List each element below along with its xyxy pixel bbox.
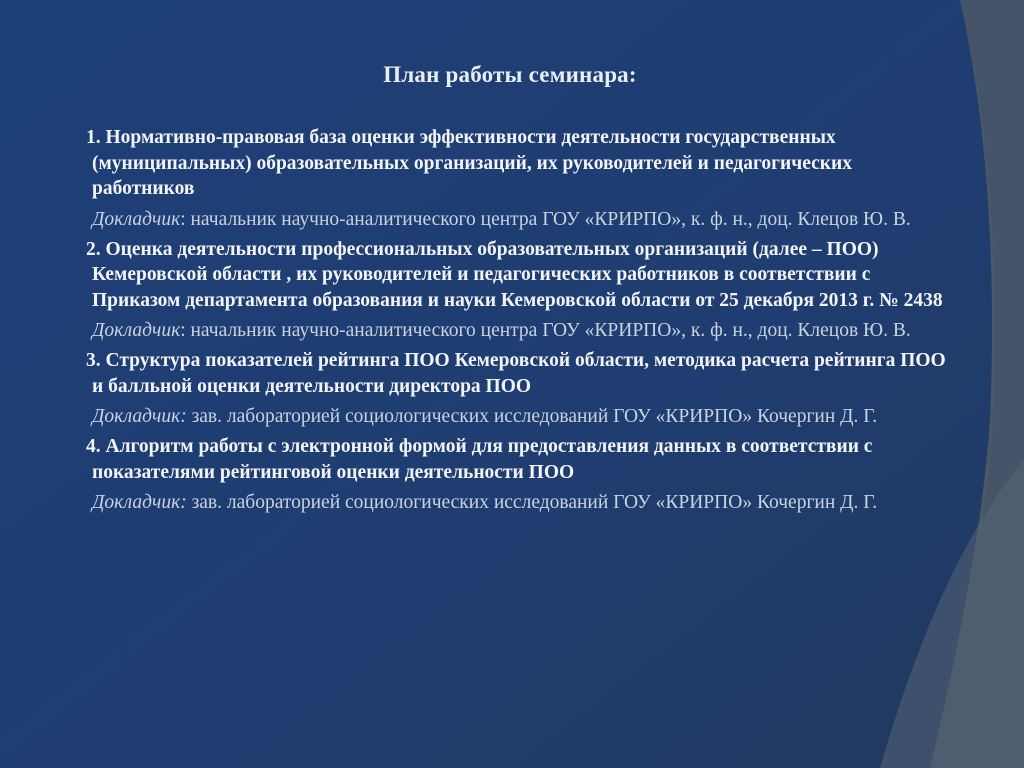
agenda-item-text: 1. Нормативно-правовая база оценки эффективности деятельности государственных (муниципальных) образовательных организаций, их руководителей и педагогических работников [86, 127, 852, 199]
speaker-role: Докладчик [92, 320, 181, 341]
speaker-role: Докладчик [92, 208, 181, 230]
speaker-line [86, 489, 956, 516]
slide-title: План работы семинара: [383, 62, 637, 87]
speaker-line [86, 317, 956, 344]
speaker-line [86, 206, 956, 233]
speaker-description: : начальник научно-аналитического центра ГОУ «КРИРПО», к. ф. н., доц. Клецов Ю. В. [180, 320, 911, 341]
agenda-list [86, 125, 956, 520]
agenda-item-text: 4. Алгоритм работы с электронной формой для предоставления данных в соответствии с показателями рейтинговой оценки деятельности ПОО [86, 436, 873, 483]
speaker-description: зав. лабораторией социологических исследований ГОУ «КРИРПО» Кочергин Д. Г. [186, 492, 878, 513]
agenda-item-text: 2. Оценка деятельности профессиональных образовательных организаций (далее – ПОО) Кемеровской области , их руководителей и педагогических работников в соответствии с Приказом департамента образования и науки Кемеровской области от 25 декабря 2013 г. № 2438 [86, 238, 943, 311]
agenda-item [86, 125, 956, 233]
speaker-description: : начальник научно-аналитического центра ГОУ «КРИРПО», к. ф. н., доц. Клецов Ю. В. [180, 208, 911, 230]
speaker-role: Докладчик: [92, 492, 187, 513]
speaker-description: зав. лабораторией социологических исследований ГОУ «КРИРПО» Кочергин Д. Г. [186, 406, 878, 427]
speaker-role: Докладчик: [92, 406, 187, 427]
agenda-item [86, 237, 956, 345]
agenda-item [86, 348, 956, 430]
speaker-line [86, 403, 956, 430]
agenda-item [86, 434, 956, 516]
agenda-item-text: 3. Структура показателей рейтинга ПОО Кемеровской области, методика расчета рейтинга ПОО и балльной оценки деятельности директора ПОО [86, 350, 946, 397]
